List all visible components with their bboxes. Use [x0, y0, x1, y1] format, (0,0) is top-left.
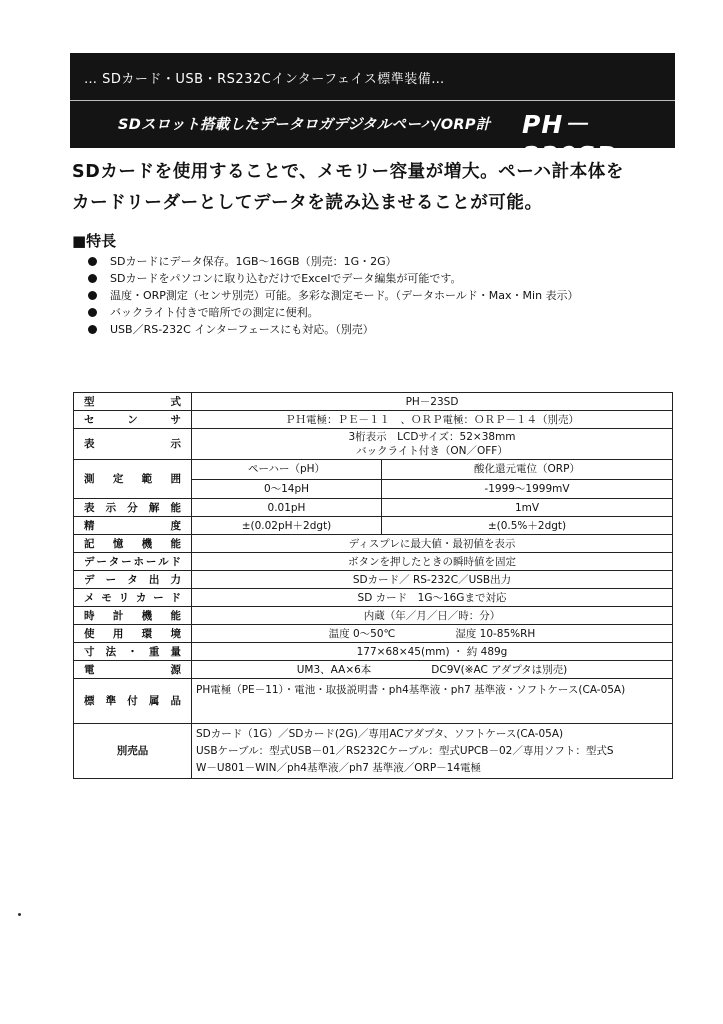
spec-row-options [74, 724, 673, 779]
spec-value-ph: 0.01pH [192, 499, 382, 517]
spec-value: SD カード 1G～16Gまで対応 [192, 589, 673, 607]
headline-line-1: SDカードを使用することで、メモリー容量が増大。ペーハ計本体を [72, 162, 625, 182]
feature-item: SDカードにデータ保存。1GB～16GB（別売：1G・2G） [88, 253, 579, 270]
spec-row-range-header [74, 460, 673, 480]
banner-model: PH－230SD [522, 110, 618, 170]
feature-item: USB／RS-232C インターフェースにも対応。（別売） [88, 321, 579, 338]
spec-label: 電 源 [74, 661, 192, 679]
spec-label: データ出力 [74, 571, 192, 589]
spec-value: SDカード（1G）／SDカード(2G)／専用ACアダプタ、ソフトケース(CA-05A) USBケーブル：型式USB－01／RS232Cケーブル：型式UPCB－02／専用ソフト：型式S W－U801－WIN／ph4基準液／ph7 基準液／ORP－14電極 [192, 724, 673, 779]
spec-label: 別売品 [74, 724, 192, 779]
header-banner [70, 53, 675, 170]
feature-item: 温度・ORP測定（センサ別売）可能。多彩な測定モード。（データホールド・Max・Min 表示） [88, 287, 579, 304]
bullet-icon [88, 274, 97, 283]
spec-label: メモリカード [74, 589, 192, 607]
spec-label: 精 度 [74, 517, 192, 535]
spec-row-clock [74, 607, 673, 625]
spec-row-accessories [74, 679, 673, 724]
spec-row-memory [74, 535, 673, 553]
spec-label: 型 式 [74, 393, 192, 411]
spec-value: 温度 0～50℃ 湿度 10-85%RH [192, 625, 673, 643]
features-list [88, 253, 579, 338]
spec-label: 表 示 [74, 429, 192, 460]
feature-item: バックライト付きで暗所での測定に便利。 [88, 304, 579, 321]
spec-label: 表示分解能 [74, 499, 192, 517]
bullet-icon [88, 257, 97, 266]
spec-value: ＰＨ電極：ＰＥ－１１ 、ＯＲＰ電極：ＯＲＰ－１４（別売） [192, 411, 673, 429]
spec-label: 寸法・重量 [74, 643, 192, 661]
bullet-icon [88, 308, 97, 317]
spec-subheader-orp: 酸化還元電位（ORP） [382, 460, 673, 480]
spec-row-size [74, 643, 673, 661]
spec-label: 時計機能 [74, 607, 192, 625]
bullet-icon [88, 291, 97, 300]
spec-value: ディスプレに最大値・最初値を表示 [192, 535, 673, 553]
banner-divider [70, 100, 675, 101]
spec-row-environment [74, 625, 673, 643]
spec-value: UM3、AA×6本 DC9V(※AC アダプタは別売) [192, 661, 673, 679]
feature-item: SDカードをパソコンに取り込むだけでExcelでデータ編集が可能です。 [88, 270, 579, 287]
spec-label: 測定範囲 [74, 460, 192, 499]
spec-label: 標準付属品 [74, 679, 192, 724]
spec-value-orp: -1999～1999mV [382, 479, 673, 499]
spec-value: PH－23SD [192, 393, 673, 411]
spec-value-orp: 1mV [382, 499, 673, 517]
spec-subheader-ph: ペーハー（pH） [192, 460, 382, 480]
spec-row-power [74, 661, 673, 679]
spec-value: ボタンを押したときの瞬時値を固定 [192, 553, 673, 571]
bullet-icon [88, 325, 97, 334]
spec-label: 使用環境 [74, 625, 192, 643]
spec-label: 記憶機能 [74, 535, 192, 553]
spec-row-resolution [74, 499, 673, 517]
spec-value: PH電極（PE－11）・電池・取扱説明書・ph4基準液・ph7 基準液・ソフトケース(CA-05A) [192, 679, 673, 724]
spec-row-model [74, 393, 673, 411]
banner-subtitle: SDスロット搭載したデータロガデジタルペーハ/ORP計 [118, 117, 491, 133]
features-title: ■特長 [72, 232, 117, 250]
spec-label: データーホールド [74, 553, 192, 571]
spec-label: セ ン サ [74, 411, 192, 429]
spec-value-orp: ±(0.5%＋2dgt) [382, 517, 673, 535]
spec-value: SDカード／ RS-232C／USB出力 [192, 571, 673, 589]
spec-value: 177×68×45(mm) ・ 約 489g [192, 643, 673, 661]
spec-value: 内蔵（年／月／日／時：分） [192, 607, 673, 625]
spec-row-hold [74, 553, 673, 571]
headline-line-2: カードリーダーとしてデータを読み込ませることが可能。 [72, 193, 543, 213]
spec-row-accuracy [74, 517, 673, 535]
spec-value: 3桁表示 LCDサイズ：52×38mm バックライト付き（ON／OFF） [192, 429, 673, 460]
spec-value-ph: 0～14pH [192, 479, 382, 499]
spec-row-sensor [74, 411, 673, 429]
scan-speck [18, 913, 21, 916]
spec-table [73, 392, 673, 779]
spec-row-display [74, 429, 673, 460]
banner-tagline: … SDカード・USB・RS232Cインターフェイス標準装備… [84, 72, 445, 87]
spec-row-memory-card [74, 589, 673, 607]
spec-value-ph: ±(0.02pH＋2dgt) [192, 517, 382, 535]
spec-row-output [74, 571, 673, 589]
